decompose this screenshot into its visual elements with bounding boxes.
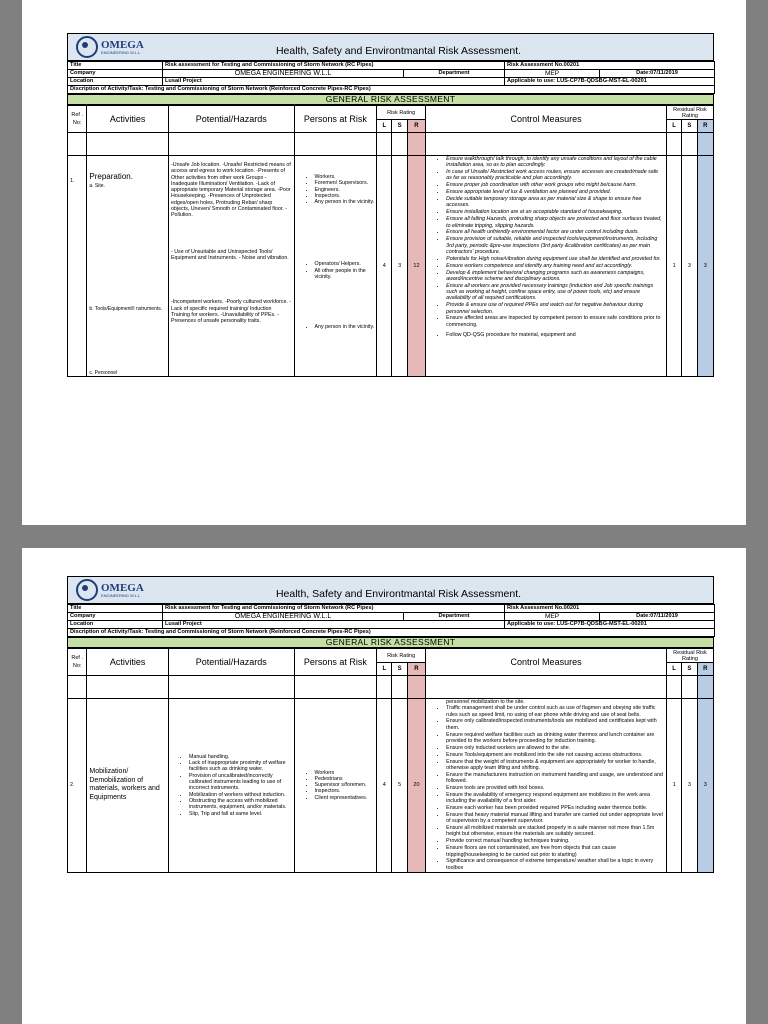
col-s: S [392, 663, 407, 676]
list-item: • Foremen/ Supervisors. [315, 180, 375, 186]
company-logo [68, 577, 154, 603]
list-item: • Provision of uncalibrated/incorrectly calibrated instruments leading to use of incorrect instruments. [189, 773, 292, 792]
list-item: • Ensure Tools/equipment are mobilized into the site not causing access obstructions. [446, 752, 664, 758]
rating-l: 4 [377, 699, 392, 873]
list-item: • Ensure affected areas are inspected by competent person to ensure safe conditions prior to commencing. [446, 315, 664, 328]
residual-r: 3 [697, 699, 713, 873]
list-item: • Obstructing the access with mobilized instruments, equipment, and/or materials. [189, 798, 292, 811]
col-control: Control Measures [426, 106, 667, 133]
department-label: Department [404, 613, 505, 621]
list-item: • Ensure tools are provided with tool boxes. [446, 785, 664, 791]
list-item: • Inspectors. [315, 788, 375, 794]
page-2 [22, 548, 746, 1024]
ra-number: Risk Assessment No.00201 [505, 62, 715, 70]
location-label: Location [68, 78, 163, 86]
info-table [67, 61, 715, 94]
activity-title: Mobilization/ Demobilization of materials, workers and Equipments [87, 699, 169, 873]
department-value: MEP [505, 70, 600, 78]
list-item: • Supervisor s/foremen. [315, 782, 375, 788]
list-item: • Ensure the manufacturers instruction on instrument handling and usage, are understood and followed. [446, 772, 664, 785]
activity-cell [87, 156, 169, 377]
title-label: Title [68, 605, 163, 613]
residual-s: 3 [682, 156, 697, 377]
sub-activity-c: c. Personnel [89, 369, 118, 376]
residual-r: 3 [697, 156, 713, 377]
list-item: • Ensure proper job coordination with other work groups who might be/cause harm. [446, 182, 664, 188]
list-item: • Ensure each worker has been provided required PPEs including water thermos bottle. [446, 805, 664, 811]
logo-sub: ENGINEERING W.L.L [101, 49, 141, 55]
list-item: • Follow QD-QSG procedure for material, equipment and [446, 332, 664, 338]
date: Date:07/11/2019 [600, 70, 715, 78]
list-item: • Provide & ensure use of required PPEs and watch out for negative behaviour during personnel selection. [446, 302, 664, 315]
applicable-to-use: Applicable to use: LUS-CP7B-QDSBG-MST-EL-00201 [505, 78, 715, 86]
risk-assessment-sheet [67, 33, 714, 377]
info-table [67, 604, 715, 637]
list-item: • Operators/ Helpers. [315, 261, 375, 267]
sub-activity-a: a. Site. [89, 183, 105, 189]
col-s: S [392, 120, 407, 133]
title-value: Risk assessment for Testing and Commissioning of Storm Network (RC Pipes) [163, 605, 505, 613]
list-item: • Ensure floors are not contaminated, are free from objects that can cause tripping(housekeeping to be carried out prior to starting) [446, 845, 664, 858]
risk-table [67, 648, 714, 873]
activity-title: Preparation. [89, 172, 133, 181]
col-activities: Activities [87, 106, 169, 133]
department-label: Department [404, 70, 505, 78]
col-residual-r: R [697, 663, 713, 676]
persons-cell [294, 156, 377, 377]
list-item: • Provide correct manual handling techniques training. [446, 838, 664, 844]
hazards-site: -Unsafe Job location. -Unsafe/ Restricted means of access and egress to work location. -Presents of Other activities from other work Groups -Inadequate Illumination/ Ventilation. -Lack of appropriate temporary Material storage area. -Poor Housekeeping. -Presences of Unprotected edges/open holes, Protruding Rebar/ sharp objects, Uneven/ Smooth or Contaminated floor. - Pollution. [171, 162, 291, 219]
rating-l: 4 [377, 156, 392, 377]
list-item: • Potentials for High noise/vibration during equipment use shall be identified and provided for. [446, 256, 664, 262]
persons-list-c [297, 324, 375, 330]
location-value: Lusail Project [163, 78, 505, 86]
list-item: • Lack of inappropriate proximity of welfare facilities such as drinking water. [189, 760, 292, 773]
col-residual: Residual Risk Rating [666, 649, 713, 663]
list-item: • Client representatives. [315, 795, 375, 801]
list-item: • Ensure installation location are at an acceptable standard of housekeeping. [446, 209, 664, 215]
company-value: OMEGA ENGINEERING W.L.L [163, 70, 404, 78]
residual-l: 1 [666, 156, 681, 377]
list-item: • Traffic management shall be under control such as use of flagmen and obeying site traffic rules such as speed limit, no using of ear phone while driving and use of seat belts. [446, 705, 664, 718]
col-l: L [377, 663, 392, 676]
control-measures-list [428, 156, 664, 338]
list-item: • Ensure walkthrough/ talk through, to identify any unsafe conditions and layout of the cable installation area, so as to plan accordingly. [446, 156, 664, 169]
page-1 [22, 0, 746, 525]
col-residual-r: R [697, 120, 713, 133]
hazards-personnel: -Incompetent workers. -Poorly cultured workforce. -Lack of specific required training/ Induction Training for workers. -Unavailability of PPEs. -Presences of unsafe personality traits. [171, 299, 292, 325]
residual-s: 3 [682, 699, 697, 873]
hazards-tools: - Use of Unsuitable and Uninspected Tools/ Equipment and Instruments. - Noise and vibration. [171, 248, 289, 261]
col-residual-s: S [682, 120, 697, 133]
control-measures-cell [426, 699, 667, 873]
hazards-list [171, 754, 292, 817]
list-item: • Ensure that heavy material manual lifting and transfer are carried out under appropriate level of supervision by a competent supervisor. [446, 812, 664, 825]
task-description: Discription of Activity/Task: Testing and Commissioning of Storm Network (Reinforced Concrete Pipes-RC Pipes) [68, 629, 715, 637]
list-item: • Slip, Trip and fall at same level. [189, 811, 292, 817]
col-hazards: Potential/Hazards [169, 106, 295, 133]
list-item: • Ensure workers competence and identify any training need and act accordingly. [446, 263, 664, 269]
logo-name: OMEGA [101, 581, 144, 594]
list-item: • Ensure all workers are provided necessary trainings (induction and Job specific trainings such as working at height, confine space entry, use of power tools, etc) and ensure availability of all required certifications. [446, 283, 664, 302]
list-item: • In case of Unsafe/ Restricted work access routes, ensure accesses are created/made safe as far as reasonably practicable and plan accordingly. [446, 169, 664, 182]
col-residual-l: L [666, 663, 681, 676]
col-residual-s: S [682, 663, 697, 676]
date: Date:07/11/2019 [600, 613, 715, 621]
logo-sub: ENGINEERING W.L.L [101, 592, 141, 598]
banner-table [67, 637, 714, 648]
hazards-cell [169, 156, 295, 377]
list-item: • Workers [315, 770, 375, 776]
rating-r: 12 [407, 156, 425, 377]
col-persons: Persons at Risk [294, 649, 377, 676]
company-value: OMEGA ENGINEERING W.L.L [163, 613, 404, 621]
list-item: • Ensure all mobilized materials are stacked properly in a safe manner not more than 1.5m height but otherwise, ensure the materials are suitably secured. [446, 825, 664, 838]
hazards-cell [169, 699, 295, 873]
list-item: • Ensure only calibrated/inspected instruments/tools are mobilized and certificates kept with them. [446, 718, 664, 731]
table-row [68, 699, 714, 873]
list-item: • Significance and consequence of extreme temperature/ weather shall be a topic in every toolbox [446, 858, 664, 871]
col-residual: Residual Risk Rating [666, 106, 713, 120]
department-value: MEP [505, 613, 600, 621]
document-title: Health, Safety and Environtmantal Risk Assessment. [275, 588, 522, 600]
banner-table [67, 94, 714, 105]
general-risk-assessment-banner: GENERAL RISK ASSESSMENT [68, 95, 714, 105]
list-item: • Any person in the vicinity. [315, 199, 375, 205]
list-item: • Ensure only inducted workers are allowed to the site. [446, 745, 664, 751]
row-number: 2. [68, 699, 87, 873]
row-number: 1. [68, 156, 87, 377]
location-label: Location [68, 621, 163, 629]
rating-s: 5 [392, 699, 407, 873]
persons-list-a [297, 174, 375, 205]
general-risk-assessment-banner: GENERAL RISK ASSESSMENT [68, 638, 714, 648]
omega-logo-icon [76, 579, 98, 601]
col-r: R [407, 663, 425, 676]
document-title: Health, Safety and Environtmantal Risk Assessment. [275, 45, 522, 57]
control-measures-cell [426, 156, 667, 377]
col-activities: Activities [87, 649, 169, 676]
location-value: Lusail Project [163, 621, 505, 629]
applicable-to-use: Applicable to use: LUS-CP7B-QDSBG-MST-EL-00201 [505, 621, 715, 629]
company-logo [68, 34, 154, 60]
list-item: • Ensure required welfare facilities such as drinking water thermos and lunch container are provided to the workers before proceeding for induction training. [446, 732, 664, 745]
list-item: • Mobilization of workers without induction. [189, 792, 292, 798]
risk-assessment-sheet [67, 576, 714, 873]
list-item: • Ensure appropriate level of lux & ventilation are planned and provided. [446, 189, 664, 195]
list-item: • All other people in the vicinity. [315, 268, 375, 281]
persons-list [297, 770, 375, 801]
task-description: Discription of Activity/Task: Testing and Commissioning of Storm Network (Reinforced Concrete Pipes-RC Pipes) [68, 86, 715, 94]
persons-list-b [297, 261, 375, 280]
list-item: • Develop & implement behavioral changing programs such as awareness campaigns, award/incentive scheme and disciplinary actions. [446, 270, 664, 283]
list-item: • Inspectors. [315, 193, 375, 199]
title-value: Risk assessment for Testing and Commissioning of Storm Network (RC Pipes) [163, 62, 505, 70]
list-item: • Engineers. [315, 187, 375, 193]
col-r: R [407, 120, 425, 133]
sub-activity-b: b. Tools/Equipment/I nstruments. [89, 306, 163, 313]
list-item: • Decide suitable temporary storage area as per material size & shape to ensure free accesses. [446, 196, 664, 209]
col-l: L [377, 120, 392, 133]
list-item: • Ensure that the weight of instruments & equipment are appropriately for worker to handle, otherwise apply team lifting and shifting. [446, 759, 664, 772]
col-hazards: Potential/Hazards [169, 649, 295, 676]
list-item: • Ensure all health unfriendly environmental factor are under control including dusts. [446, 229, 664, 235]
rating-r: 20 [407, 699, 425, 873]
control-measures-list [428, 705, 664, 871]
control-lead: personnel mobilization to the site. [446, 699, 525, 705]
list-item: • Workers. [315, 174, 375, 180]
ra-number: Risk Assessment No.00201 [505, 605, 715, 613]
persons-cell [294, 699, 377, 873]
document-header [67, 576, 714, 604]
risk-table [67, 105, 714, 377]
list-item: • Ensure the availability of emergency respond equipment are mobilizes in the work area including the availability of a first aider. [446, 792, 664, 805]
col-risk-rating: Risk Rating [377, 106, 426, 120]
col-risk-rating: Risk Rating [377, 649, 426, 663]
logo-name: OMEGA [101, 38, 144, 51]
omega-logo-icon [76, 36, 98, 58]
residual-l: 1 [666, 699, 681, 873]
rating-s: 3 [392, 156, 407, 377]
list-item: • Any person in the vicinity. [315, 324, 375, 330]
col-persons: Persons at Risk [294, 106, 377, 133]
list-item: • Pedestrians [315, 776, 375, 782]
col-control: Control Measures [426, 649, 667, 676]
col-ref: Ref . No: [68, 649, 87, 676]
table-row [68, 156, 714, 377]
company-label: Company [68, 613, 163, 621]
col-ref: Ref . No: [68, 106, 87, 133]
title-label: Title [68, 62, 163, 70]
col-residual-l: L [666, 120, 681, 133]
list-item: • Ensure all falling Hazards, protruding sharp objects are protected and floor surfaces treated, to eliminate tripping, slipping hazards. [446, 216, 664, 229]
list-item: • Manual handling. [189, 754, 292, 760]
list-item: • Ensure provision of suitable, reliable and inspected tools/equipment/instruments, including 3rd party, periodic &pre-use inspections (3rd party &calibration certificates) as per main contractors' procedure. [446, 236, 664, 255]
document-header [67, 33, 714, 61]
company-label: Company [68, 70, 163, 78]
